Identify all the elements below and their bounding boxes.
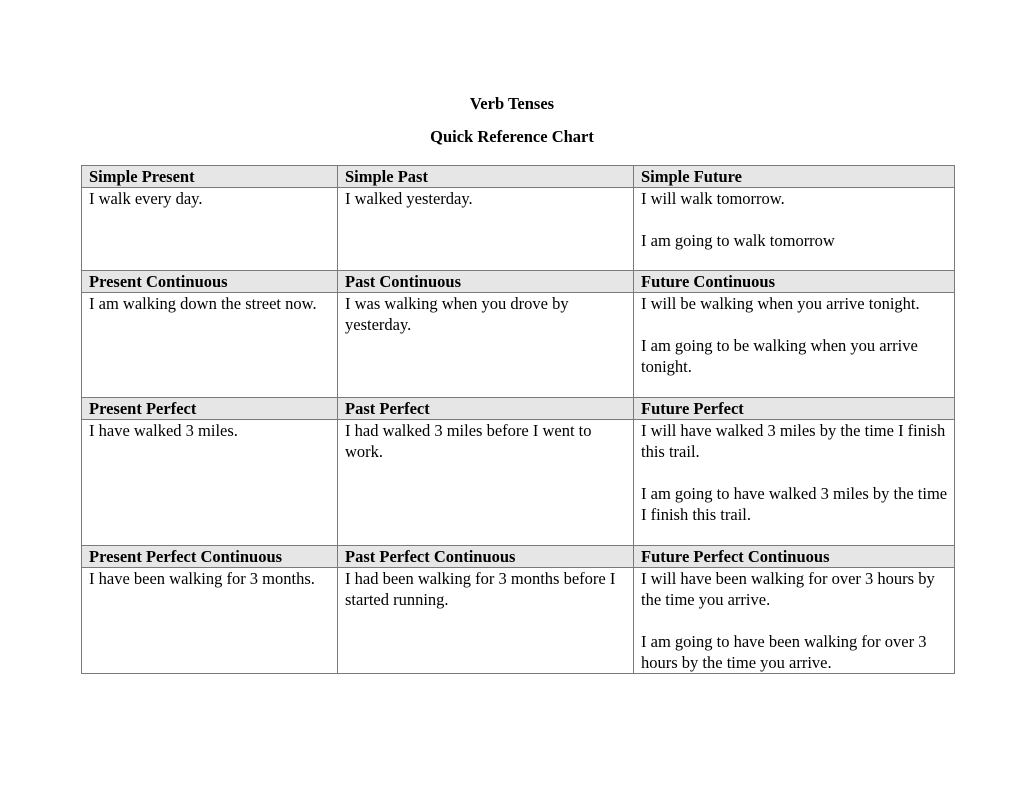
example-cell xyxy=(82,420,338,546)
header-cell: Simple Future xyxy=(634,166,955,188)
example-sentence: I have been walking for 3 months. xyxy=(89,569,315,588)
example-sentence: I am going to have walked 3 miles by the time I finish this trail. xyxy=(641,484,948,524)
example-cell xyxy=(634,420,955,546)
table-header-row xyxy=(82,546,955,568)
example-cell xyxy=(634,568,955,674)
example-cell xyxy=(82,293,338,398)
header-cell: Present Perfect Continuous xyxy=(82,546,338,568)
header-cell: Past Continuous xyxy=(338,271,634,293)
example-sentence: I was walking when you drove by yesterday. xyxy=(345,294,569,334)
example-cell xyxy=(82,188,338,271)
example-cell xyxy=(82,568,338,674)
example-sentence: I am going to have been walking for over 3 hours by the time you arrive. xyxy=(641,632,927,672)
example-sentence: I will have been walking for over 3 hours by the time you arrive. xyxy=(641,569,935,609)
example-sentence: I will be walking when you arrive tonight. xyxy=(641,294,920,313)
document-subtitle: Quick Reference Chart xyxy=(430,127,594,146)
table-header-row xyxy=(82,271,955,293)
example-sentence: I walk every day. xyxy=(89,189,203,208)
example-cell xyxy=(338,568,634,674)
table-row xyxy=(82,568,955,674)
example-cell xyxy=(338,420,634,546)
header-cell: Present Continuous xyxy=(82,271,338,293)
example-sentence: I will have walked 3 miles by the time I finish this trail. xyxy=(641,421,946,461)
example-cell xyxy=(634,293,955,398)
example-sentence: I walked yesterday. xyxy=(345,189,473,208)
table-row xyxy=(82,293,955,398)
header-cell: Past Perfect Continuous xyxy=(338,546,634,568)
document-title: Verb Tenses xyxy=(469,94,555,113)
example-cell xyxy=(338,188,634,271)
header-cell: Simple Past xyxy=(338,166,634,188)
header-cell: Simple Present xyxy=(82,166,338,188)
table-row xyxy=(82,420,955,546)
example-sentence: I had walked 3 miles before I went to work. xyxy=(345,421,592,461)
verb-tense-table xyxy=(81,165,955,674)
example-sentence: I will walk tomorrow. xyxy=(641,189,785,208)
example-cell xyxy=(338,293,634,398)
header-cell: Present Perfect xyxy=(82,398,338,420)
example-sentence: I am going to walk tomorrow xyxy=(641,231,835,250)
example-cell xyxy=(634,188,955,271)
example-sentence: I have walked 3 miles. xyxy=(89,421,238,440)
header-cell: Past Perfect xyxy=(338,398,634,420)
example-sentence: I am walking down the street now. xyxy=(89,294,317,313)
header-cell: Future Perfect xyxy=(634,398,955,420)
example-sentence: I had been walking for 3 months before I started running. xyxy=(345,569,616,609)
header-cell: Future Continuous xyxy=(634,271,955,293)
example-sentence: I am going to be walking when you arrive tonight. xyxy=(641,336,918,376)
table-header-row xyxy=(82,398,955,420)
table-row xyxy=(82,188,955,271)
table-header-row xyxy=(82,166,955,188)
header-cell: Future Perfect Continuous xyxy=(634,546,955,568)
